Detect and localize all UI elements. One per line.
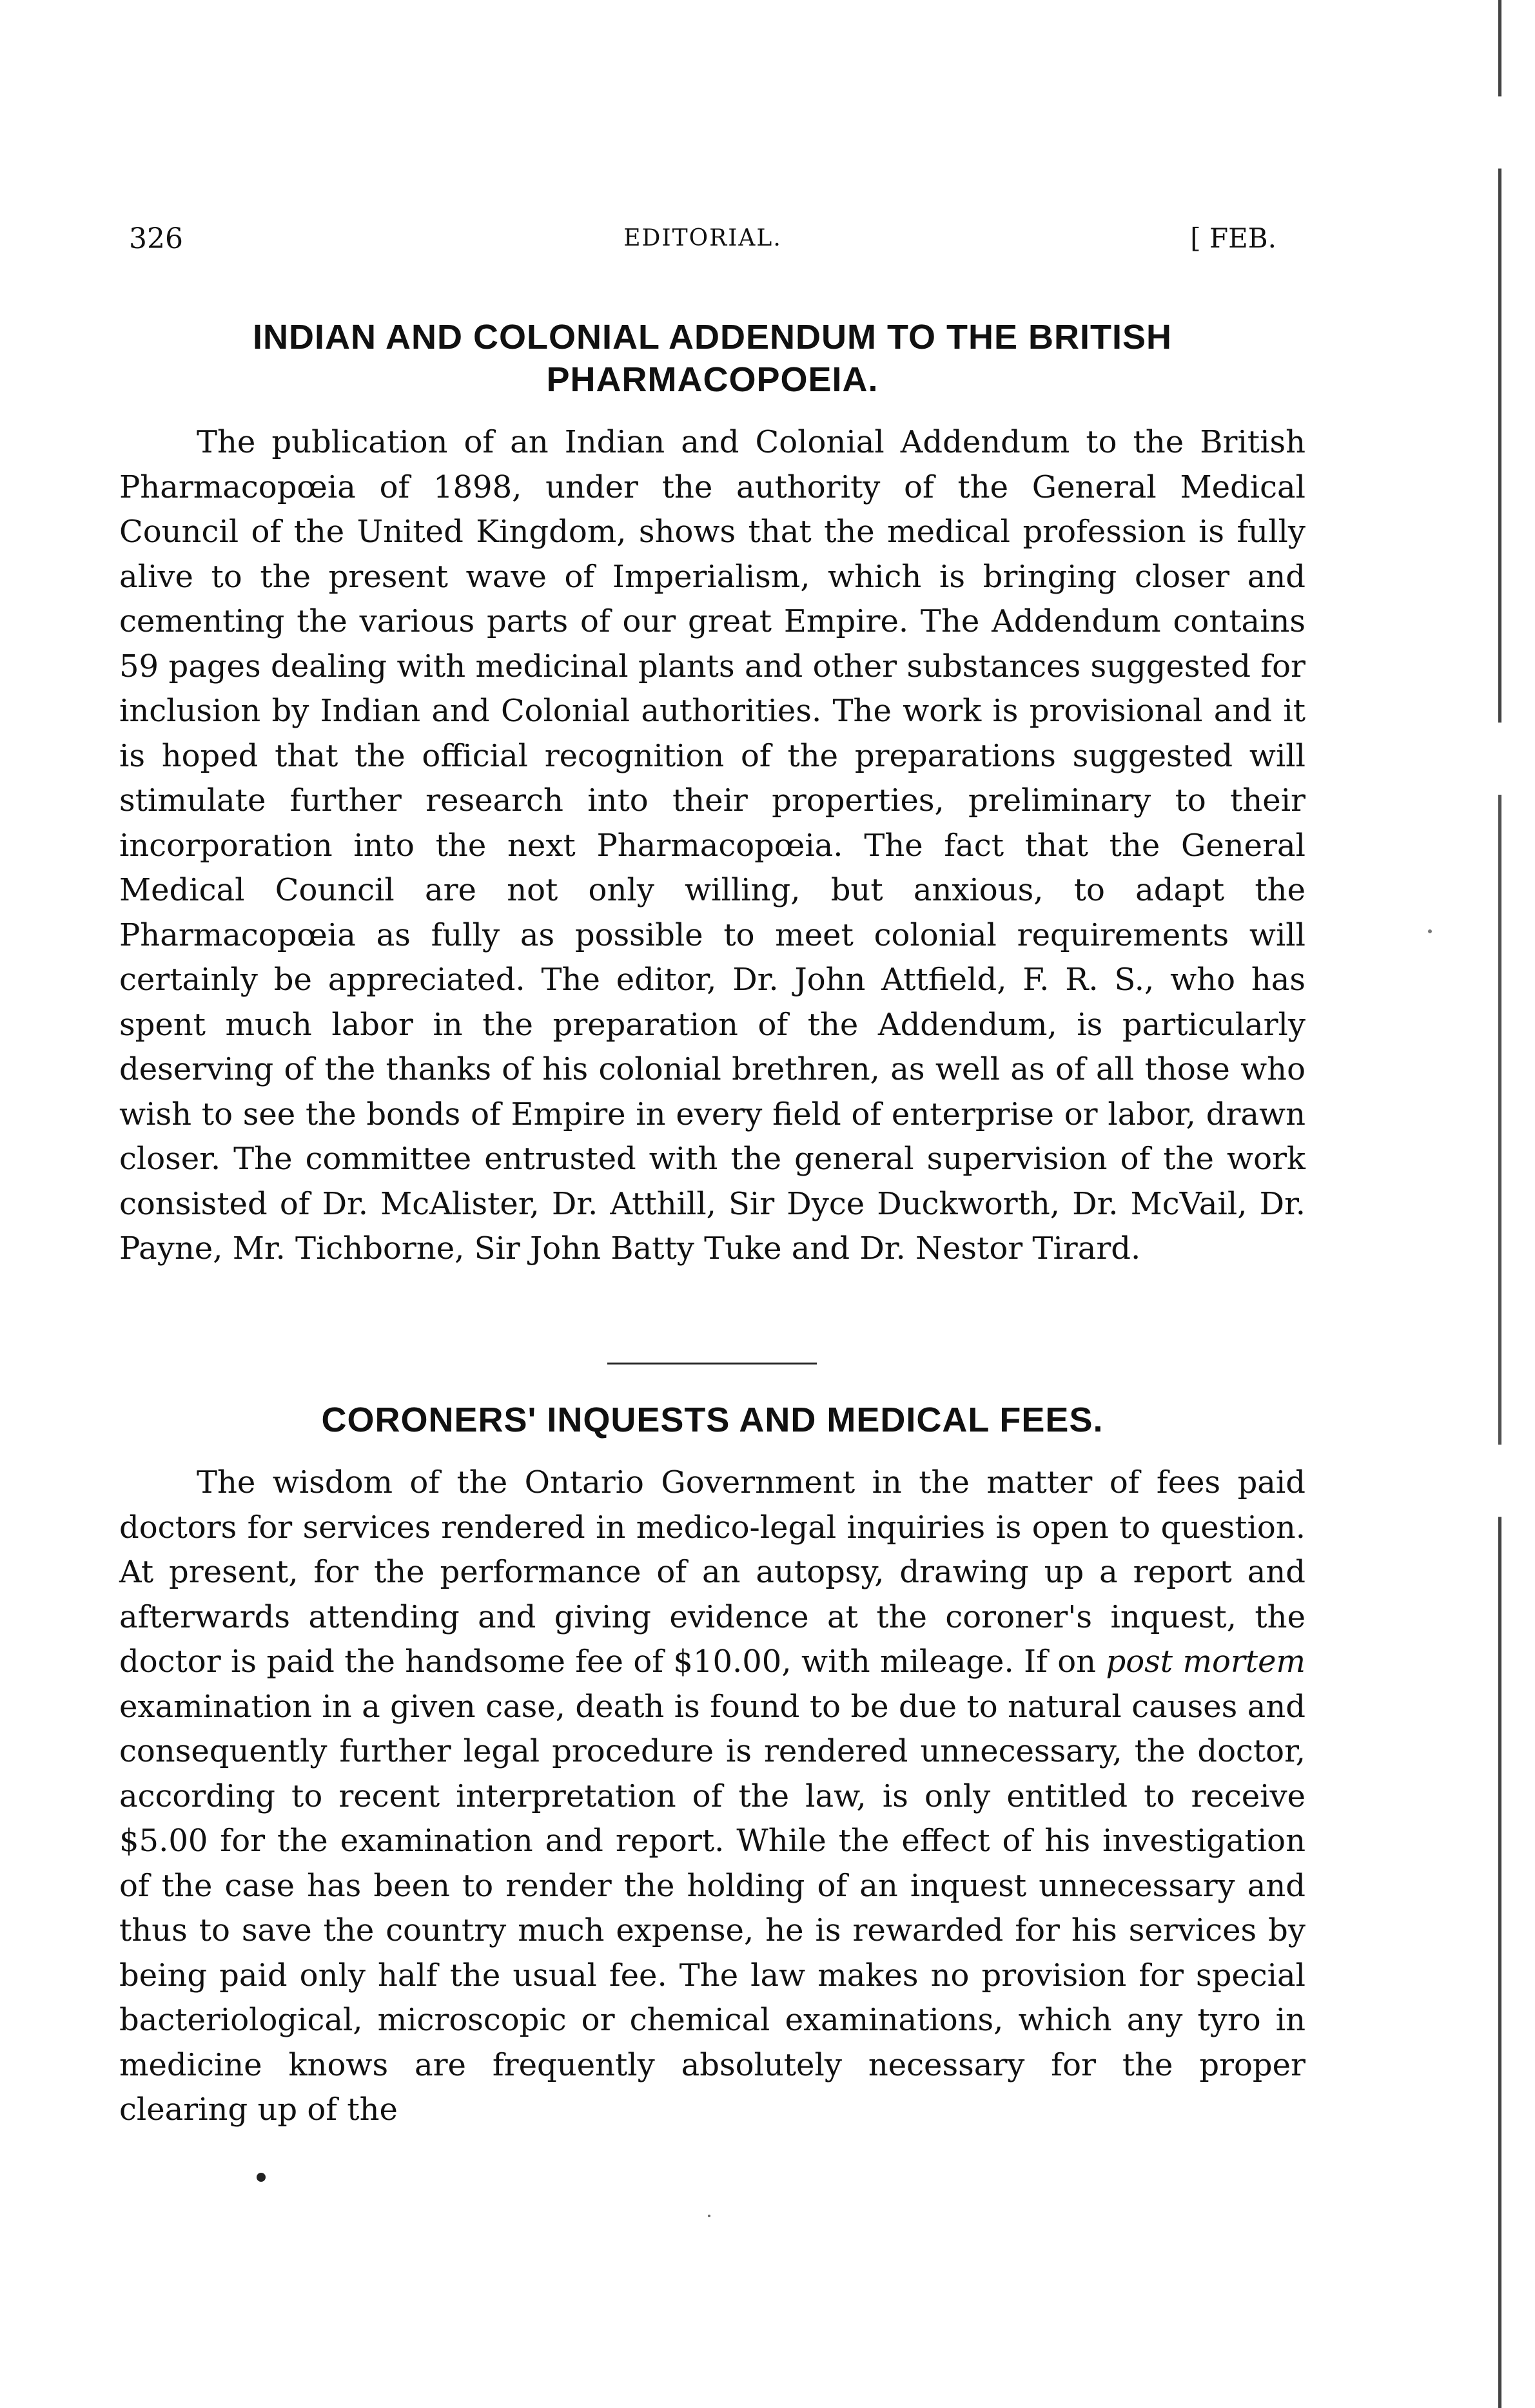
page-number: 326 — [129, 222, 183, 255]
ink-speck — [708, 2215, 710, 2217]
body-text: The wisdom of the Ontario Government in the matter of fees paid doctors for services rendered in medico-legal inquiries is open to question. At present, for the performance of an autopsy, drawing up a report and afterwards attending and giving evidence at the coroner's inquest, the doctor is paid the handsome fee of $10.00, with mileage. If on — [119, 1464, 1305, 1680]
running-title: EDITORIAL. — [623, 225, 782, 251]
article-title: CORONERS' INQUESTS AND MEDICAL FEES. — [321, 1401, 1104, 1439]
issue-month: [ FEB. — [1190, 222, 1276, 254]
italic-term: post mortem — [1106, 1644, 1306, 1680]
article-title: INDIAN AND COLONIAL ADDENDUM TO THE BRITISH PHARMACOPOEIA. — [253, 318, 1172, 399]
body-text: examination in a given case, death is found to be due to natural causes and consequently further legal procedure is rendered unnecessary, the doctor, according to recent interpretation of the law, is only entitled to receive $5.00 for the examination and report. While the effect of his investigation of the case has been to render the holding of an inquest unnecessary and thus to save the country much expense, he is rewarded for his services by being paid only half the usual fee. The law makes no provision for special bacteriological, microscopic or chemical examinations, which any tyro in medicine knows are frequently absolutely necessary for the proper clearing up of the — [119, 1688, 1305, 2128]
ink-speck — [257, 2173, 266, 2182]
article-body: The publication of an Indian and Colonial Addendum to the British Pharmacopœia of 1898, under the authority of the General Medical Council of the United Kingdom, shows that the medical profession is fully alive to the present wave of Imperialism, which is bringing closer and cementing the various parts of our great Empire. The Addendum contains 59 pages dealing with medicinal plants and other substances suggested for inclusion by Indian and Colonial authorities. The work is provisional and it is hoped that the official recognition of the preparations suggested will stimulate further research into their properties, preliminary to their incorporation into the next Pharmacopœia. The fact that the General Medical Council are not only willing, but anxious, to adapt the Pharmacopœia as fully as possible to meet colonial requirements will certainly be appreciated. The editor, Dr. John Attfield, F. R. S., who has spent much labor in the preparation of the Addendum, is particularly deserving of the thanks of his colonial brethren, as well as of all those who wish to see the bonds of Empire in every field of enterprise or labor, drawn closer. The committee entrusted with the general supervision of the work consisted of Dr. McAlister, Dr. Atthill, Sir Dyce Duckworth, Dr. McVail, Dr. Payne, Mr. Tichborne, Sir John Batty Tuke and Dr. Nestor Tirard. — [119, 424, 1305, 1267]
ink-speck — [1428, 929, 1432, 933]
